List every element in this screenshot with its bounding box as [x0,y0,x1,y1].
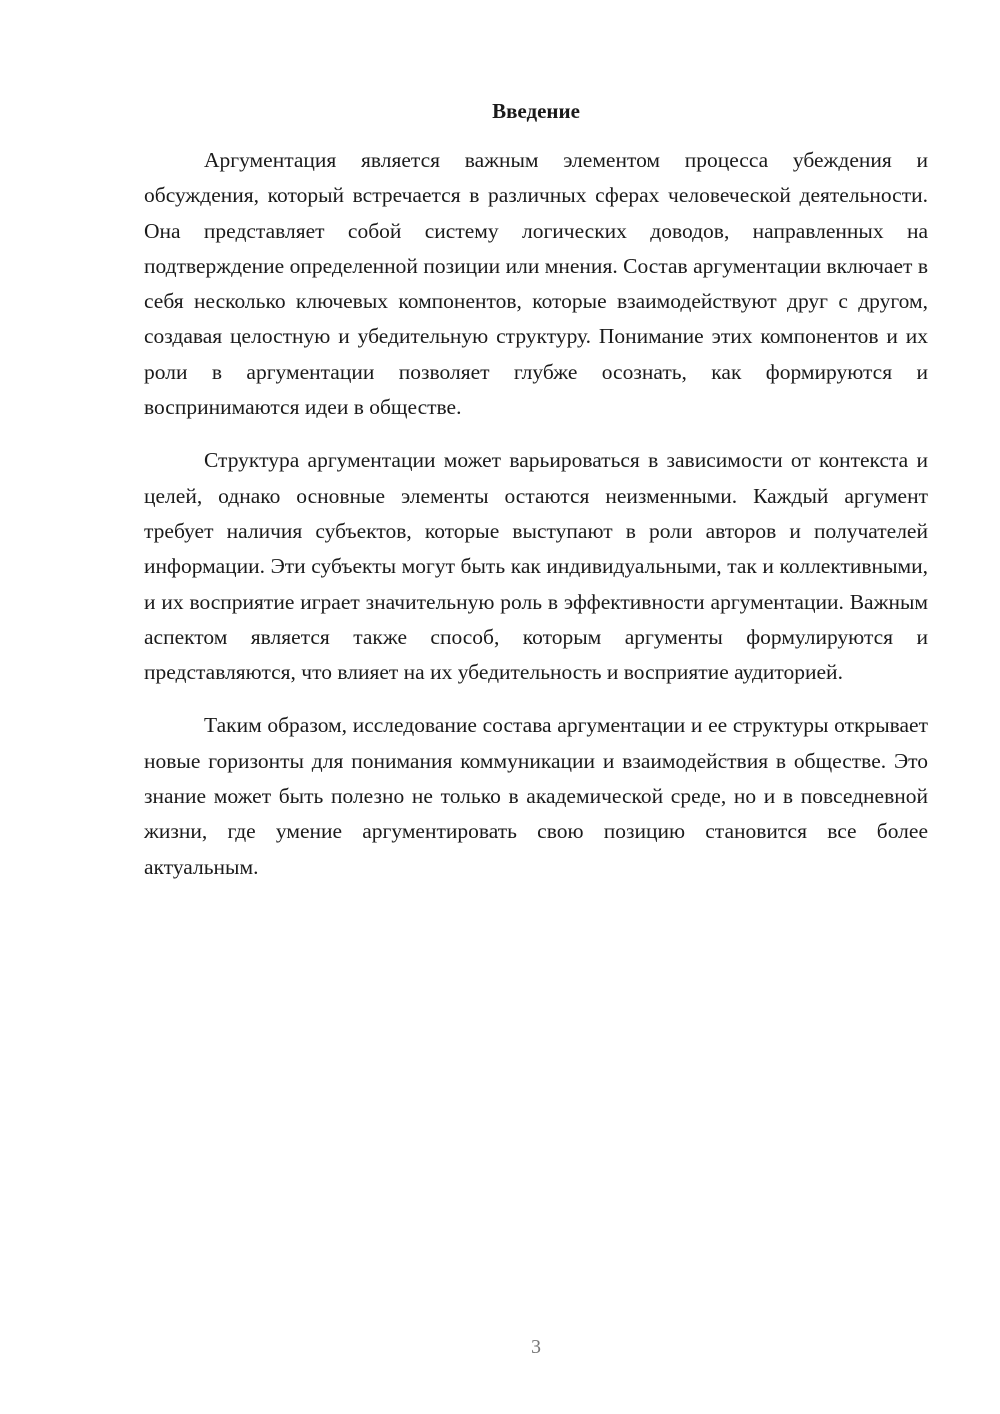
paragraph-3: Таким образом, исследование состава аргументации и ее структуры открывает новые горизонты для понимания коммуникации и взаимодействия в обществе. Это знание может быть полезно не только в академической среде, но и в повседневной жизни, где умение аргументировать свою позицию становится все более актуальным. [144,713,928,879]
page-number: 3 [531,1336,541,1358]
section-heading: Введение [492,99,580,123]
body-text [144,143,928,885]
paragraph-2: Структура аргументации может варьироваться в зависимости от контекста и целей, однако основные элементы остаются неизменными. Каждый аргумент требует наличия субъектов, которые выступают в роли авторов и получателей информации. Эти субъекты могут быть как индивидуальными, так и коллективными, и их восприятие играет значительную роль в эффективности аргументации. Важным аспектом является также способ, которым аргументы формулируются и представляются, что влияет на их убедительность и восприятие аудиторией. [144,448,928,685]
paragraph-1: Аргументация является важным элементом процесса убеждения и обсуждения, который встречается в различных сферах человеческой деятельности. Она представляет собой систему логических доводов, направленных на подтверждение определенной позиции или мнения. Состав аргументации включает в себя несколько ключевых компонентов, которые взаимодействуют друг с другом, создавая целостную и убедительную структуру. Понимание этих компонентов и их роли в аргументации позволяет глубже осознать, как формируются и воспринимаются идеи в обществе. [144,148,928,420]
